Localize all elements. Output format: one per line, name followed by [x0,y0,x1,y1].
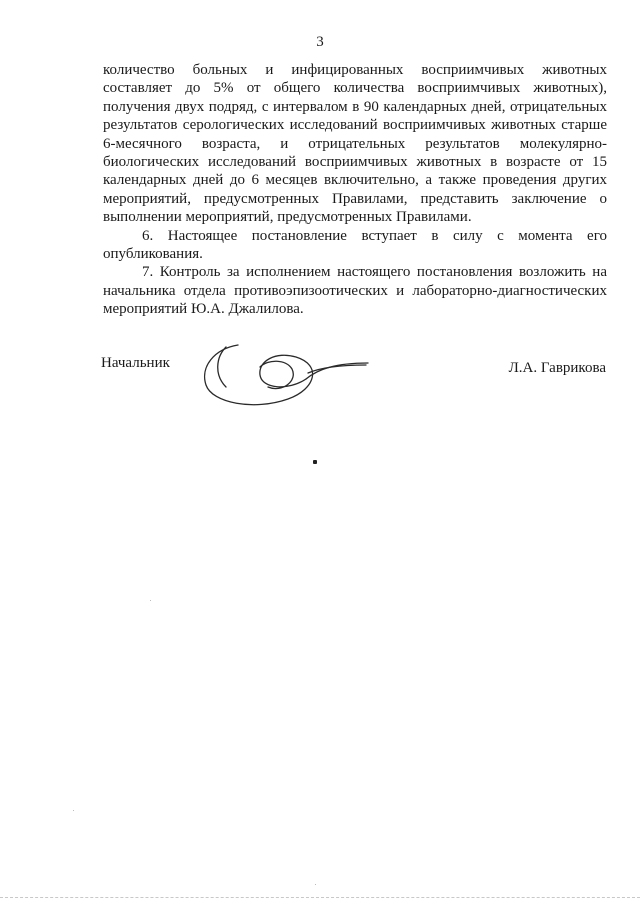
document-body [103,61,607,319]
scan-edge-line [0,897,640,899]
scan-mark [313,460,317,464]
signer-position: Начальник [101,355,170,371]
page-number: 3 [316,34,324,50]
paragraph-item-6: 6. Настоящее постановление вступает в силу с момента его опубликования. [103,227,607,263]
paragraph-continuation: количество больных и инфицированных восприимчивых животных составляет до 5% от общего количества восприимчивых животных), получения двух подряд, с интервалом в 90 календарных дней, отрицательных результатов серологических исследований восприимчивых животных старше 6-месячного возраста, и отрицательных результатов молекулярно-биологических исследований восприимчивых животных в возрасте от 15 календарных дней до 6 месяцев включительно, а также проведения других мероприятий, предусмотренных Правилами, представить заключение о выполнении мероприятий, предусмотренных Правилами. [103,62,607,226]
scan-speck [315,884,316,885]
scan-speck [150,600,151,601]
scan-speck [73,810,74,811]
signature-block [0,355,640,415]
signer-name: Л.А. Гаврикова [508,360,606,376]
paragraph-item-7: 7. Контроль за исполнением настоящего постановления возложить на начальника отдела противоэпизоотических и лабораторно-диагностических мероприятий Ю.А. Джалилова. [103,264,607,318]
handwritten-signature [196,337,371,412]
